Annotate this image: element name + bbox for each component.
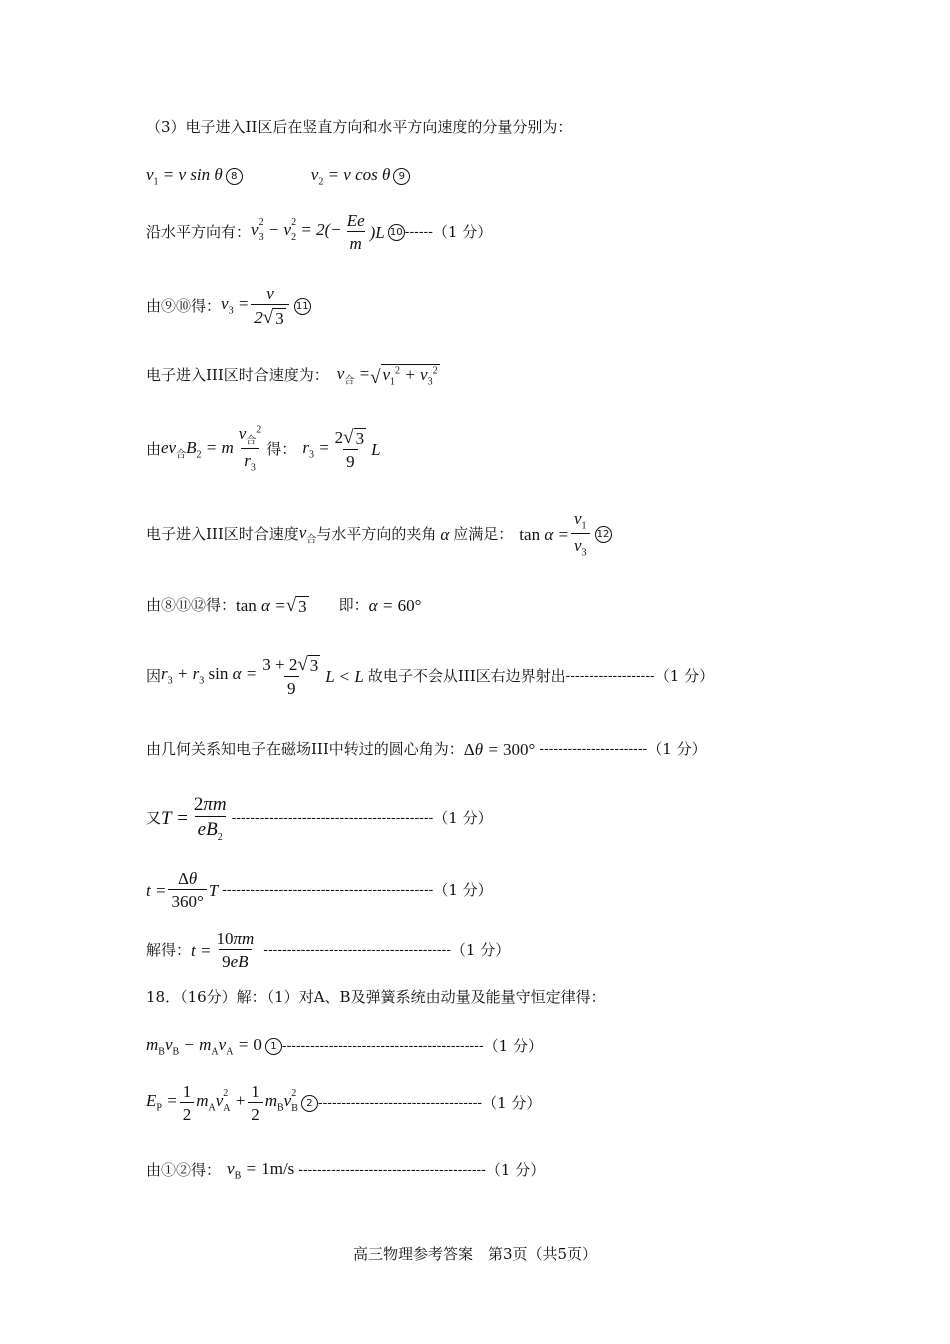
equation-central-angle: 由几何关系知电子在磁场III中转过的圆心角为： Δθ = 300° ----------------------- （1 分）: [146, 740, 707, 759]
text-line-1: （3）电子进入II区后在竖直方向和水平方向速度的分量分别为：: [146, 118, 573, 136]
text-line-question-18: 18．（16分）解：（1）对A、B及弹簧系统由动量及能量守恒定律得：: [146, 988, 606, 1006]
equation-momentum: $m_Bv_B - m_Av_A = 0$ 1 ------------------------------------------- （1 分）: [146, 1035, 543, 1058]
equation-radius: 由 $ev_合B_2 = m$ $\frac{v_合^2}{r_3}$ 得： $r_3$ = 2 √ 3 9 L: [146, 424, 381, 474]
equation-boundary: 因 $r_3 + r_3$ sin α = 3 + 2 √ 3 9 L < L 故电子不会从III区右边界射出 ------------------- （1 分）: [146, 654, 715, 698]
equation-period: 又 T = $\frac{2\pi m}{eB_2}$ ------------------------------------------- （1 分）: [146, 794, 493, 843]
equation-horizontal: 沿水平方向有： v $_{2 3}$ − v $_{2 2}$ = 2(− $\frac{Ee}{m}$ )L 10 ------ （1 分）: [146, 211, 493, 253]
equation-resultant-velocity: 电子进入III区时合速度为： $v_合$ = √ $v_1^2 + v_3^2$: [146, 364, 438, 389]
equation-vb-result: 由①②得： $v_B = 1m/s$ ---------------------------------------- （1 分）: [146, 1159, 546, 1182]
equation-v3: 由⑨⑩得： $v_3$ = v 2 √ 3 11: [146, 285, 311, 327]
equation-time-result: 解得： t = $\frac{10\pi m}{9eB}$ ---------------------------------------- （1 分）: [146, 929, 511, 971]
page-footer: 高三物理参考答案 第3页（共5页）: [352, 1245, 598, 1263]
equation-angle: 电子进入III区时合速度 $v_合$ 与水平方向的夹角 α 应满足： tan α = $\frac{v_1}{v_3}$ 12: [146, 510, 612, 559]
equation-velocity-components: $v_1 = v$ sin θ 8 $v_2 = v$ cos θ 9: [146, 166, 410, 187]
equation-energy: $E_P$ = $\frac{1}{2}$ $m_Av$ $_{2 A}$ + $\frac{1}{2}$ $m_Bv$ $_{2 B}$ 2 ----------------------------------- （1 分）: [146, 1082, 542, 1124]
equation-tan-result: 由⑧⑪⑫得： tan α = √ 3 即： α = 60°: [146, 595, 422, 616]
equation-time: t = $\frac{\Delta\theta}{360^\circ}$ T --------------------------------------------- （1 分）: [146, 869, 493, 911]
